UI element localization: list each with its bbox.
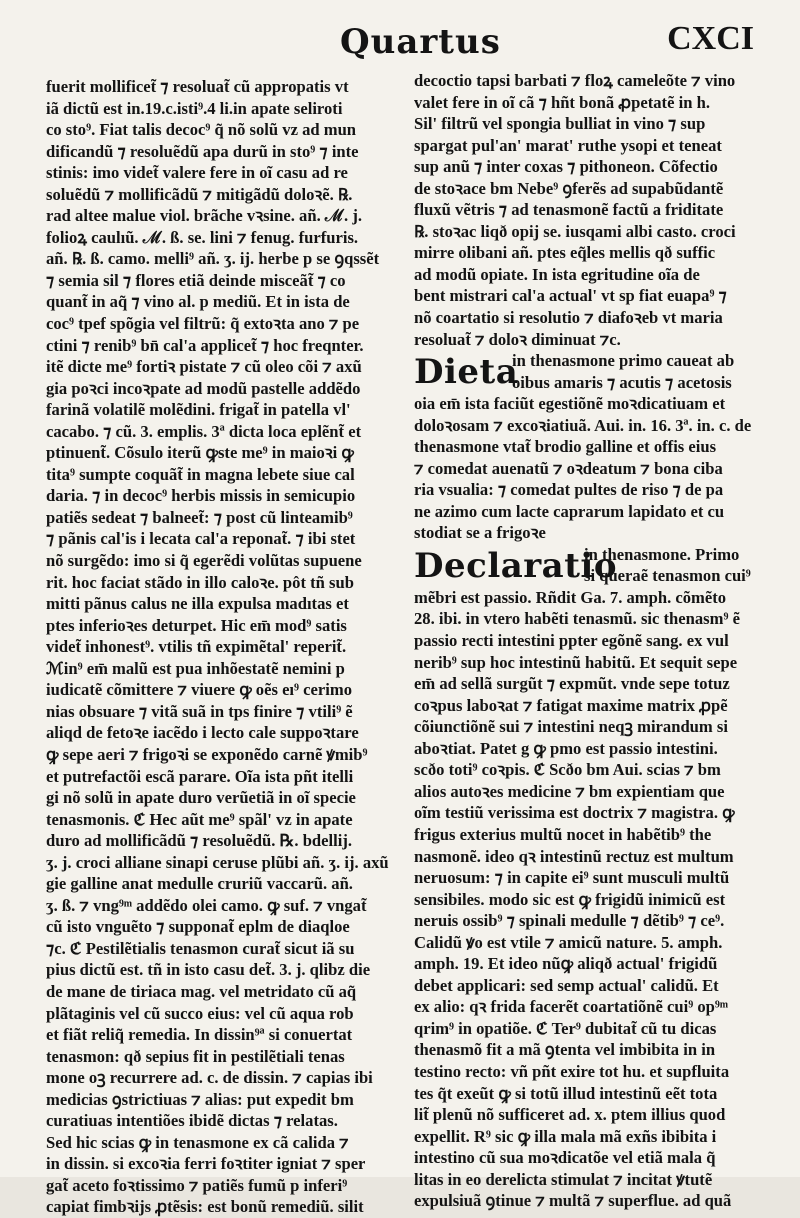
text-line: rad altee malue viol. brãche vꝛsine. añ. ℳ. j. [46,206,363,226]
text-line: sensibiles. modo sic est ꝙ frigidũ inimicũ est [414,889,726,909]
text-line: mitti pãnus calus ne illa expulsa madıtas et [46,594,349,614]
text-line: scðo toti⁹ coꝛpis. ℭ Scðo bm Aui. scias ⁊ bm [414,760,721,780]
text-line: et putrefactõi escã parare. Oĩa ista pñt itelli [46,766,354,786]
text-line: aboꝛtiat. Patet g ꝙ pmo est passio intestini. [414,738,718,758]
text-line: ex alio: qꝛ frida facerẽt coartatiõnẽ cui⁹ op⁹ᵐ [414,997,728,1017]
text-line: farinã volatilẽ molẽdini. frigat̃ in patella vl' [46,400,351,420]
text-line: ꝙ sepe aeri ⁊ frigoꝛi se exponẽdo carnẽ ꝟmib⁹ [46,744,368,764]
text-line: intestino cũ sua moꝛdicatõe vel etiã mala q̃ [414,1148,716,1168]
text-line: stinis: imo videt̃ valere fere in oĩ casu ad re [46,163,348,183]
text-line: frigus exterius multũ nocet in habẽtib⁹ the [414,824,712,844]
text-line: ⁊ semia sil ⁊ flores etiã deinde misceãt̃ ⁊ co [46,270,346,290]
text-line: ne azimo cum lacte caprarum lapidato et cu [414,501,725,521]
dieta-heading-line: in thenasmone primo caueat ab [512,351,735,371]
text-line: spargat pul'an' marat' ruthe ysopi et teneat [414,135,722,155]
text-line: nõ coartatio si resolutio ⁊ diafoꝛeb vt maria [414,308,723,328]
text-line: neruis ossib⁹ ⁊ spinali medulle ⁊ dẽtib⁹ ⁊ ce⁹. [414,911,725,931]
text-line: soluẽdũ ⁊ mollificãdũ ⁊ mitigãdũ doloꝛẽ. ℞. [46,184,353,204]
text-line: ⁊ pãnis cal'is i lecata cal'a reponat̃. ⁊ ibi stet [46,529,356,549]
right-column [414,70,770,1212]
text-line: alios autoꝛes medicine ⁊ bm expientiam que [414,781,725,801]
text-line: de stoꝛace bm Nebe⁹ ꝯferẽs ad supabũdantẽ [414,178,724,198]
declaratio-body [414,587,770,1212]
left-column [46,76,400,1218]
text-line: mone oꝫ recurrere ad. c. de dissin. ⁊ capias ibi [46,1068,373,1088]
text-line: decoctio tapsi barbati ⁊ floꝝ cameleõte ⁊ vino [414,71,736,90]
text-line: dificandũ ⁊ resoluẽdũ apa durũ in sto⁹ ⁊ inte [46,141,359,161]
text-line: stodiat se a frigoꝛe [414,523,546,543]
text-line: cõiunctiõnẽ sui ⁊ intestini neqꝫ mirandum si [414,717,728,737]
declaratio-heading-line: in thenasmone. Primo [584,544,740,564]
running-title: Quartus [340,22,501,62]
text-line: nias obsuare ⁊ vitã suã in tps finire ⁊ vtili⁹ ẽ [46,701,353,721]
text-line: mirre olibani añ. ptes eq̃les mellis qð suffic [414,243,716,263]
text-line: coc⁹ tpef spõgia vel filtrũ: q̃ extoꝛta ano ⁊ pe [46,314,360,334]
text-line: Calidũ ꝟo est vtile ⁊ amicũ nature. 5. amph. [414,932,723,952]
text-line: tes q̃t exeũt ꝙ si totũ illud intestinũ eẽt tota [414,1083,718,1103]
text-line: itẽ dicte me⁹ fortiꝛ pistate ⁊ cũ oleo cõi ⁊ axũ [46,357,362,377]
text-line: in dissin. si excoꝛia ferri foꝛtiter igniat ⁊ sper [46,1154,366,1174]
text-line: gat̃ aceto foꝛtissimo ⁊ patiẽs fumũ p inferi⁹ [46,1175,348,1195]
text-line: lit̃ plenũ nõ sufficeret ad. x. ptem illius quod [414,1105,726,1125]
dieta-heading: Dieta [414,352,519,393]
text-line: ptes inferioꝛes deturpet. Hic em̄ mod⁹ satis [46,615,347,635]
text-line: amph. 19. Et ideo nũꝙ aliqð actual' frigidũ [414,954,718,974]
right-column-intro [414,70,770,350]
text-line: oia em̄ ista faciũt egestiõnẽ moꝛdicatiuam et [414,394,726,414]
text-line: nõ surgẽdo: imo si q̃ egerẽdi volũtas supuene [46,551,362,571]
text-line: iã dictũ est in.19.c.isti⁹.4 li.in apate seliroti [46,98,343,118]
text-line: gi nõ solũ in apate duro verũetiã in oĩ specie [46,788,356,808]
text-line: plãtaginis vel cũ succo eius: vel cũ aqua rob [46,1003,354,1023]
text-line: tenasmon: qð sepius fit in pestilẽtiali tenas [46,1046,345,1066]
text-line: gia poꝛci incoꝛpate ad modũ pastelle addẽdo [46,378,361,398]
text-line: cacabo. ⁊ cũ. 3. emplis. 3ª dicta loca eplẽnt̃ et [46,421,362,441]
folio-number: CXCI [667,20,754,57]
text-line: coꝛpus laboꝛat ⁊ fatigat maxime matrix ꝓpẽ [414,695,728,715]
text-line: fluxũ vẽtris ⁊ ad tenasmonẽ factũ a friditate [414,200,724,220]
text-line: aliqd de fetoꝛe iacẽdo i lecto cale suppoꝛtare [46,723,359,743]
text-line: tenasmonis. ℭ Hec aũt me⁹ spãl' vz in apate [46,809,353,829]
text-line: testino recto: vñ pñt exire tot hu. et supfluita [414,1061,730,1081]
text-line: fuerit mollificet̃ ⁊ resoluat̃ cũ appropatis vt [46,77,349,96]
text-line: ʒ. ß. ⁊ vng⁹ᵐ addẽdo olei camo. ꝙ suf. ⁊ vngat̃ [46,895,367,915]
text-line: expellit. R⁹ sic ꝙ illa mala mã exñs ibibita i [414,1126,717,1146]
text-line: de mane de tiriaca mag. vel metridato cũ aq̃ [46,981,357,1001]
text-line: daria. ⁊ in decoc⁹ herbis missis in semicupio [46,486,356,506]
text-line: nerib⁹ sup hoc intestinũ habitũ. Et sequit sepe [414,652,738,672]
text-line: duro ad mollificãdũ ⁊ resoluẽdũ. ℞. bdellij. [46,831,353,851]
text-line: videt̃ inhonest⁹. vtilis tñ expimẽtal' reperit̃. [46,637,347,657]
text-line: co sto⁹. Fiat talis decoc⁹ q̃ nõ solũ vz ad mun [46,120,357,140]
text-line: rit. hoc faciat stãdo in illo caloꝛe. pôt tñ sub [46,572,354,592]
text-line: em̄ ad sellã surgũt ⁊ expmũt. vnde sepe totuz [414,674,730,694]
text-line: doloꝛosam ⁊ excoꝛiatiuã. Aui. in. 16. 3ª. in. c. de [414,415,752,435]
text-line: ℞. stoꝛac liqð opij se. iusqami albi casto. croci [414,221,736,241]
text-line: litas in eo derelicta stimulat ⁊ incitat ꝟtutẽ [414,1169,713,1189]
text-line: mẽbri est passio. Rñdit Ga. 7. amph. cõmẽto [414,587,727,607]
declaratio-heading-line: si queraẽ tenasmon cui⁹ [584,566,751,586]
text-line: ctini ⁊ renib⁹ bn̄ cal'a applicet̃ ⁊ hoc freqnter. [46,335,364,355]
text-line: Sil' filtrũ vel spongia bulliat in vino ⁊ sup [414,114,706,134]
text-line: añ. ℞. ß. camo. melli⁹ añ. ʒ. ij. herbe p se ꝯqssẽt [46,249,380,269]
page-header [0,14,800,74]
text-line: resoluat̃ ⁊ doloꝛ diminuat ⁊c. [414,329,621,349]
text-line: ʒ. j. croci alliane sinapi ceruse plũbi añ. ʒ. ij. axũ [46,852,389,872]
text-line: ptinuent̃. Cõsulo iterũ ꝙste me⁹ in maioꝛi ꝙ [46,443,354,463]
text-line: oĩm testiũ verissima est doctrix ⁊ magistra. ꝙ [414,803,735,823]
text-line: thenasmõ fit a mã ꝯtenta vel imbibita in in [414,1040,716,1060]
dieta-section-heading [414,350,770,393]
text-line: debet applicari: sed semp actual' calidũ. Et [414,975,719,995]
text-line: ria vsualia: ⁊ comedat pultes de riso ⁊ de pa [414,480,724,500]
text-line: et fiãt reliq̃ remedia. In dissin⁹ª si conuertat [46,1025,353,1045]
text-line: medicias ꝯstrictiuas ⁊ alias: put expedit bm [46,1089,354,1109]
text-line: 28. ibi. in vtero habẽti tenasmũ. sic thenasm⁹ ẽ [414,609,740,629]
text-line: bent mistrari cal'a actual' vt sp fiat euapa⁹ ⁊ [414,286,727,306]
text-line: sup anũ ⁊ inter coxas ⁊ pithoneon. Cõfectio [414,157,718,177]
text-line: expulsiuã ꝯtinue ⁊ multã ⁊ superflue. ad quã [414,1191,732,1211]
text-line: nasmonẽ. ideo qꝛ intestinũ rectuz est multum [414,846,734,866]
text-line: quant̃ in aq̃ ⁊ vino al. p mediũ. Et in ista de [46,292,350,312]
text-line: neruosum: ⁊ in capite ei⁹ sunt musculi multũ [414,868,730,888]
text-line: ⁊c. ℭ Pestilẽtialis tenasmon curat̃ sicut iã su [46,938,355,958]
text-line: folioꝝ caulıũ. ℳ. ß. se. lini ⁊ fenug. furfuris. [46,227,359,247]
dieta-body [414,393,770,544]
declaratio-section-heading [414,544,770,587]
text-line: capiat fimbꝛijs ꝓtẽsis: est bonũ remediũ. silit [46,1197,364,1217]
dieta-heading-line: oibus amaris ⁊ acutis ⁊ acetosis [512,372,732,392]
text-line: cũ isto vnguẽto ⁊ supponat̃ eplm de diaqloe [46,917,350,937]
text-line: ad modũ opiate. In ista egritudine oĩa de [414,264,700,284]
text-line: tita⁹ sumpte coquãt̃ in magna lebete siue cal [46,464,355,484]
text-line: valet fere in oĩ cã ⁊ hñt bonã ꝓpetatẽ in h. [414,92,710,112]
declaratio-heading: Declaratio [414,545,618,586]
text-line: thenasmone vtat̃ brodio galline et offis eius [414,437,717,457]
text-line: ⁊ comedat auenatũ ⁊ oꝛdeatum ⁊ bona ciba [414,458,723,478]
text-line: ℳin⁹ em̄ malũ est pua inhõestatẽ nemini p [46,658,345,678]
text-line: qrim⁹ in opatiõe. ℭ Ter⁹ dubitat̃ cũ tu dicas [414,1018,717,1038]
text-line: passio recti intestini ppter egõnẽ sang. ex vul [414,631,729,651]
text-line: patiẽs sedeat ⁊ balneet̃: ⁊ post cũ linteamib⁹ [46,507,353,527]
text-line: pius dictũ est. tñ in isto casu det̃. 3. j. qlibz die [46,960,371,980]
text-line: gie galline anat medulle cruriũ vaccarũ. añ. [46,874,353,894]
text-line: iudicatẽ cõmittere ⁊ viuere ꝙ oẽs eı⁹ cerimo [46,680,352,700]
text-line: curatiuas intentiões ibidẽ dictas ⁊ relatas. [46,1111,338,1131]
text-line: Sed hic scias ꝙ in tenasmone ex cã calida ⁊ [46,1132,349,1152]
